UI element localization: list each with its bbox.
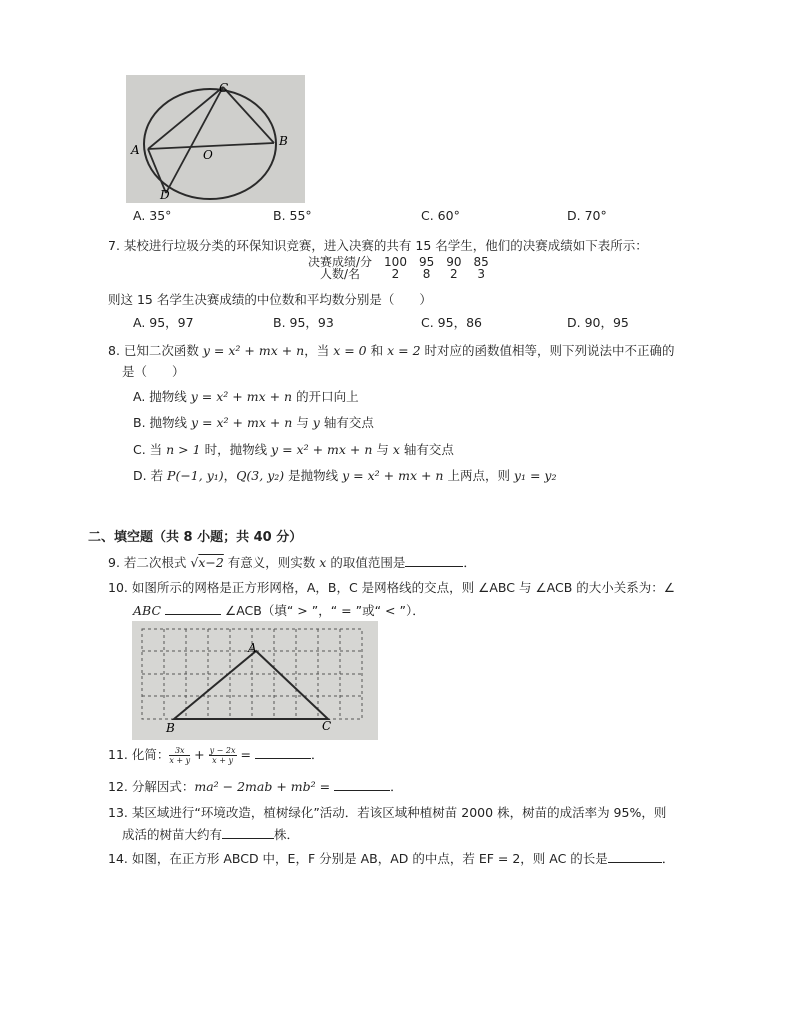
- q9-radicand: x−2: [198, 555, 224, 570]
- answer-blank[interactable]: [334, 778, 390, 791]
- grid-figure: [132, 621, 378, 740]
- q8-function: y = x² + mx + n: [202, 343, 305, 358]
- q8-text: ，: [223, 468, 237, 483]
- table-row: [302, 268, 495, 280]
- q8-math: y: [312, 415, 320, 430]
- table-cell: 3: [477, 267, 485, 281]
- table-cell: 90: [446, 255, 462, 269]
- answer-blank[interactable]: [222, 826, 274, 839]
- table-cell: 85: [473, 255, 489, 269]
- q13-line2: [122, 825, 299, 843]
- table-cell: 95: [418, 255, 435, 269]
- q9-text: 的取值范围是: [326, 555, 406, 570]
- q12-expression: ma² − 2mab + mb² =: [194, 779, 331, 794]
- fraction: [169, 746, 190, 765]
- q14: [108, 849, 674, 867]
- q8-math: Q(3, y₂): [236, 468, 285, 483]
- q7-option-d: D. 90，95: [567, 315, 629, 330]
- q11-text: +: [190, 747, 209, 762]
- q10-text: ABC: [133, 603, 162, 618]
- q8-stem-line2: 是（ ）: [122, 364, 185, 379]
- score-table: [302, 256, 495, 280]
- q7-option-c: C. 95，86: [421, 315, 482, 330]
- q8-math: y = x² + mx + n: [191, 415, 293, 430]
- denominator: x + y: [169, 756, 191, 765]
- q8-text: 轴有交点: [319, 415, 374, 430]
- table-cell: 8: [422, 267, 431, 281]
- q13-line1: 13. 某区域进行“环境改造，植树绿化”活动．若该区域种植树苗 2000 株，树苗的成活率为 95%，则: [108, 805, 667, 820]
- q9-text: 9. 若二次根式: [108, 555, 191, 570]
- q8-option-c: [133, 440, 454, 458]
- table-cell: 决赛成绩/分: [308, 255, 373, 269]
- q10-line1: 10. 如图所示的网格是正方形网格，A，B，C 是网格线的交点，则 ∠ABC 与 ∠ACB 的大小关系为：∠: [108, 580, 675, 595]
- q7-option-a: A. 95，97: [133, 315, 194, 330]
- table-cell: 2: [391, 267, 400, 281]
- q14-text: 14. 如图，在正方形 ABCD 中，E，F 分别是 AB，AD 的中点，若 EF = 2，则 AC 的长是: [108, 851, 608, 866]
- label-b: B: [166, 721, 175, 735]
- q13-text: 成活的树苗大约有: [122, 827, 223, 842]
- numerator: y − 2x: [209, 746, 236, 755]
- q8-option-b: [133, 413, 374, 431]
- q8-text: 与: [292, 415, 313, 430]
- q8-math: y₁ = y₂: [513, 468, 557, 483]
- label-a: A: [248, 641, 257, 655]
- q11-text: ．: [310, 747, 324, 762]
- q9-x: x: [319, 555, 327, 570]
- label-b: B: [279, 134, 288, 148]
- q8-text: C. 当: [133, 442, 167, 457]
- q8-math: x: [392, 442, 400, 457]
- q8-option-a: [133, 387, 359, 405]
- section-title: 二、填空题（共 8 小题；共 40 分）: [88, 530, 303, 545]
- q8-text: A. 抛物线: [133, 389, 191, 404]
- q8-text: 时对应的函数值相等，则下列说法中不正确的: [420, 343, 675, 358]
- q9-text: 有意义，则实数: [223, 555, 320, 570]
- circle-figure: [126, 75, 305, 203]
- answer-blank[interactable]: [255, 746, 311, 759]
- q8-math: n > 1: [166, 442, 201, 457]
- q8-text: 是抛物线: [284, 468, 343, 483]
- q13-text: 株．: [274, 827, 300, 842]
- q8-text: ，当: [304, 343, 334, 358]
- q11: [108, 745, 323, 765]
- q8-text: D. 若: [133, 468, 168, 483]
- q7-option-b: B. 95，93: [273, 315, 334, 330]
- q12: [108, 777, 403, 795]
- q6-option-c: C. 60°: [421, 208, 460, 223]
- q8-text: 的开口向上: [292, 389, 359, 404]
- table-cell: 100: [384, 255, 407, 269]
- fraction: [209, 746, 237, 765]
- q8-text: B. 抛物线: [133, 415, 191, 430]
- q12-text: ．: [390, 779, 403, 794]
- q8-option-d: [133, 466, 557, 484]
- q9-text: ．: [463, 555, 476, 570]
- label-c: C: [219, 81, 229, 95]
- q7-question: 则这 15 名学生决赛成绩的中位数和平均数分别是（ ）: [108, 292, 432, 307]
- answer-blank[interactable]: [608, 850, 662, 863]
- grid-diagram: [132, 621, 378, 740]
- q8-math: y = x² + mx + n: [271, 442, 373, 457]
- label-c: C: [322, 719, 332, 733]
- q8-math: y = x² + mx + n: [190, 389, 293, 404]
- denominator: x + y: [212, 756, 233, 765]
- numerator: 3x: [169, 746, 190, 756]
- label-d: D: [160, 188, 170, 202]
- table-cell: 2: [450, 267, 458, 281]
- label-o: O: [203, 148, 213, 162]
- q8-math: P(−1, y₁): [167, 468, 224, 483]
- q12-text: 12. 分解因式：: [108, 779, 195, 794]
- q8-x0: x = 0: [333, 343, 367, 358]
- q8-math: y = x² + mx + n: [342, 468, 444, 483]
- q9: [108, 553, 476, 571]
- q8-text: 轴有交点: [399, 442, 454, 457]
- q11-text: =: [236, 747, 255, 762]
- q8-text: 与: [372, 442, 393, 457]
- q14-text: ．: [661, 851, 675, 866]
- answer-blank[interactable]: [405, 554, 463, 567]
- answer-blank[interactable]: [165, 602, 221, 615]
- label-a: A: [131, 143, 140, 157]
- q6-option-d: D. 70°: [567, 208, 607, 223]
- q7-stem: 7. 某校进行垃圾分类的环保知识竞赛，进入决赛的共有 15 名学生，他们的决赛成绩如下表所示：: [108, 238, 648, 253]
- q11-text: 11. 化简：: [108, 747, 170, 762]
- q8-stem-line1: [108, 341, 675, 359]
- sqrt-symbol: √x−2: [190, 555, 224, 570]
- q10-line2: [133, 601, 425, 619]
- q6-option-b: B. 55°: [273, 208, 312, 223]
- q8-text: 和: [366, 343, 388, 358]
- q8-x2: x = 2: [387, 343, 421, 358]
- q6-option-a: A. 35°: [133, 208, 172, 223]
- table-cell: 人数/名: [320, 267, 361, 281]
- circle-diagram: [126, 75, 305, 203]
- q10-text: ∠ACB（填“ > ”，“ = ”或“ < ”）．: [224, 603, 425, 618]
- q8-text: 8. 已知二次函数: [108, 343, 203, 358]
- q8-text: 时，抛物线: [200, 442, 272, 457]
- q8-text: 上两点，则: [443, 468, 514, 483]
